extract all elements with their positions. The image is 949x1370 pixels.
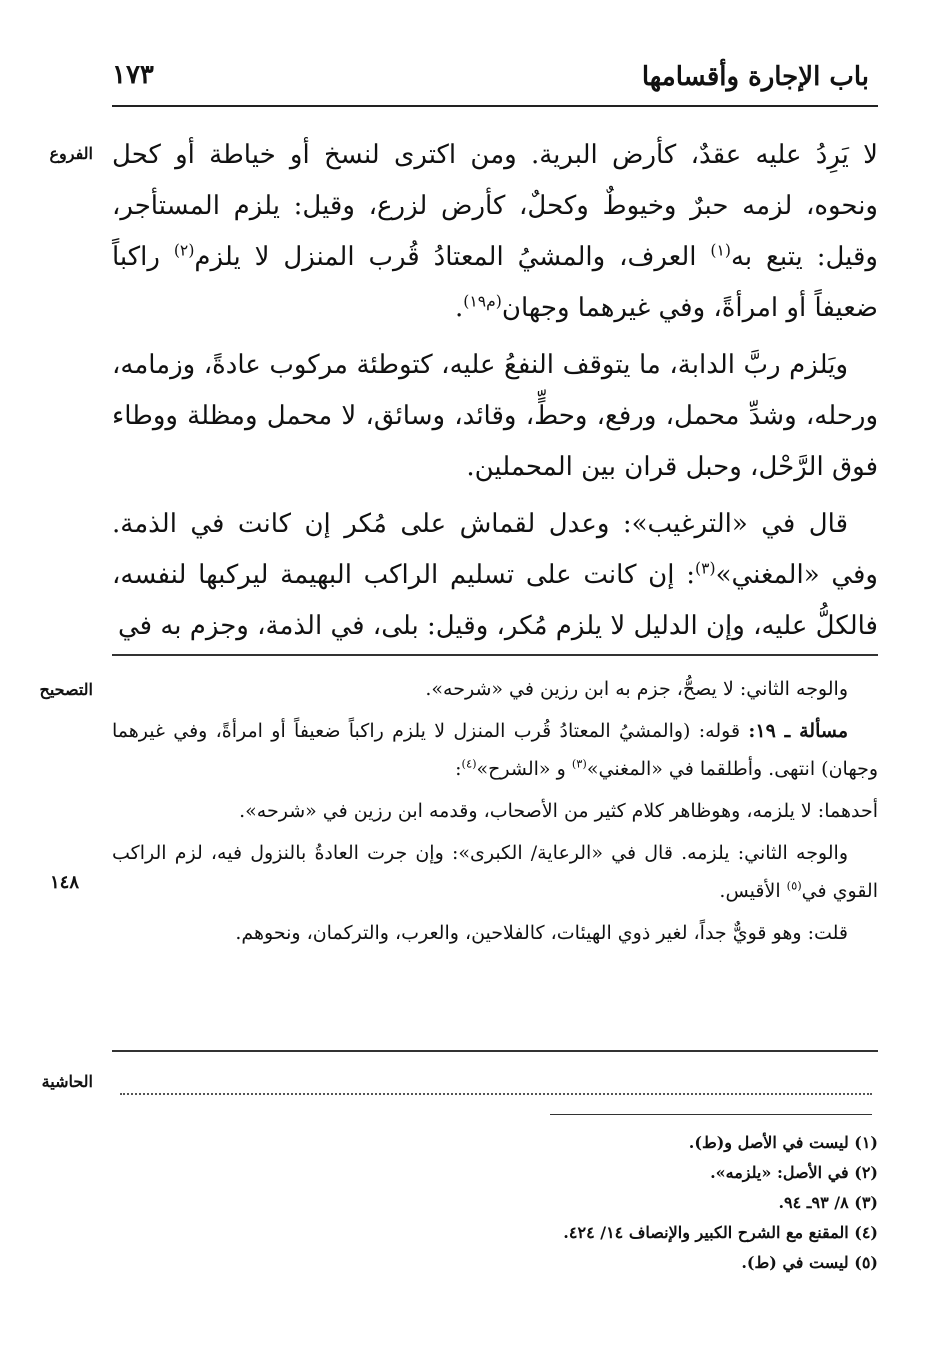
section-divider xyxy=(112,1050,878,1052)
furoo-label: الفروع xyxy=(49,144,93,163)
main-p1-text-c: راكباً ضعيفاً أو امرأةً، وفي غيرهما وجهان xyxy=(112,242,878,323)
tasheeh-section xyxy=(112,670,878,956)
masala-heading: مسألة ـ ١٩: xyxy=(748,720,849,742)
hashiya-label: الحاشية xyxy=(41,1072,93,1091)
tasheeh-p2-text-a: قوله: (والمشيُ المعتادُ قُرب المنزل لا يلزم راكباً ضعيفاً أو امرأةً، وفي غيرهما وجهان) انتهى. وأطلقما في «المغني» xyxy=(112,720,878,780)
main-p3-text-b: : إن كانت على تسليم الراكب البهيمة ليركبها لنفسه، فالكلُّ عليه، وإن الدليل لا يلزم مُكر، وقيل: بلى، في الذمة، وجزم به في xyxy=(112,560,878,641)
page-header-title: باب الإجارة وأقسامها xyxy=(641,62,869,92)
tasheeh-paragraph-4 xyxy=(112,834,878,910)
tasheeh-p4-text-a: والوجه الثاني: يلزمه. قال في «الرعاية/ الكبرى»: وإن جرت العادةُ بالنزول فيه، لزم الراكب القوي في xyxy=(112,842,878,902)
footnote-item: (٥) ليست في (ط). xyxy=(741,1253,878,1272)
main-p1-text: لا يَرِدُ عليه عقدٌ، كأرض البرية. ومن اكترى لنسخ أو خياطة أو كحل ونحوه، لزمه حبرٌ وخيوطٌ وكحلٌ، كأرض لزرع، وقيل: يلزم المستأجر، وقيل: يتبع به xyxy=(112,140,878,272)
main-p1-end: . xyxy=(455,293,464,323)
section-divider xyxy=(112,654,878,656)
footnote-item: (٢) في الأصل: «يلزمه». xyxy=(710,1163,878,1182)
page-number: ١٧٣ xyxy=(112,60,154,90)
footnote-item: (٣) ٨/ ٩٣ـ ٩٤. xyxy=(778,1193,878,1212)
footnote-ref: (٣) xyxy=(571,756,587,771)
footnote-ref: (٢) xyxy=(173,241,195,260)
footnote-ref: (١) xyxy=(710,241,731,260)
tasheeh-p2-text-b: و «الشرح» xyxy=(476,758,572,780)
main-paragraph-3 xyxy=(112,499,878,652)
tasheeh-p2-text-c: : xyxy=(455,758,462,780)
footnote-divider xyxy=(550,1114,872,1115)
margin-page-reference: ١٤٨ xyxy=(50,872,80,893)
main-p3-text-a: قال في «الترغيب»: وعدل لقماش على مُكر إن كانت في الذمة. وفي «المغني» xyxy=(112,509,878,590)
main-paragraph-1 xyxy=(112,130,878,334)
tasheeh-paragraph-2 xyxy=(112,712,878,788)
footnote-item: (١) ليست في الأصل و(ط). xyxy=(688,1133,878,1152)
tasheeh-paragraph-3: أحدهما: لا يلزمه، وهوظاهر كلام كثير من الأصحاب، وقدمه ابن رزين في «شرحه». xyxy=(239,800,878,822)
footnote-ref: (٤) xyxy=(461,756,477,771)
footnote-ref: (٥) xyxy=(786,878,802,893)
tasheeh-p4-text-b: الأقيس. xyxy=(719,880,787,902)
tasheeh-paragraph-1: والوجه الثاني: لا يصحُّ، جزم به ابن رزين في «شرحه». xyxy=(425,678,848,700)
main-p1-text-b: العرف، والمشيُ المعتادُ قُرب المنزل لا يلزم xyxy=(194,242,711,272)
footnotes-section xyxy=(112,1128,878,1278)
tasheeh-label: التصحيح xyxy=(39,680,93,699)
masala-ref: (م١٩) xyxy=(463,292,502,311)
footnote-ref: (٣) xyxy=(694,559,716,578)
tasheeh-paragraph-5: قلت: وهو قويٌّ جداً، لغير ذوي الهيئات، كالفلاحين، والعرب، والتركمان، ونحوهم. xyxy=(235,922,848,944)
main-paragraph-2: ويَلزم ربَّ الدابة، ما يتوقف النفعُ عليه، كتوطئة مركوب عادةً، وزمامه، ورحله، وشدِّ محمل، ورفع، وحطٍّ، وقائد، وسائق، لا محمل ومظلة ووطاء فوق الرَّحْل، وحبل قران بين المحملين. xyxy=(112,350,878,482)
footnote-item: (٤) المقنع مع الشرح الكبير والإنصاف ١٤/ ٤٢٤. xyxy=(563,1223,878,1242)
main-text-section xyxy=(112,130,878,658)
header-divider xyxy=(112,105,878,107)
hashiya-dotted-line xyxy=(120,1093,872,1095)
